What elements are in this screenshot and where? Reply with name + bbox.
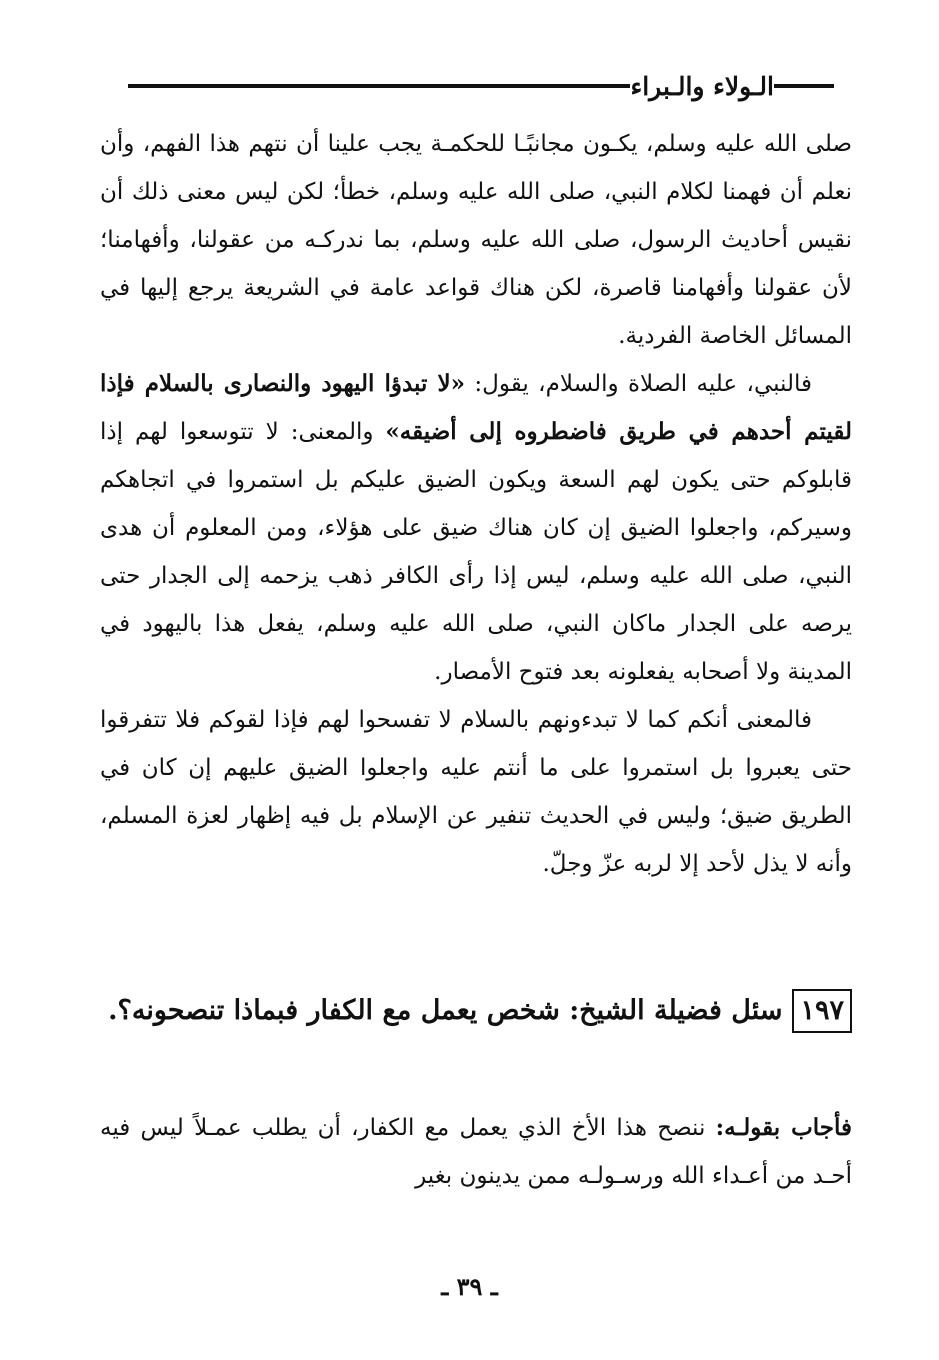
paragraph-3: فالمعنى أنكم كما لا تبدءونهم بالسلام لا تفسحوا لهم فإذا لقوكم فلا تتفرقوا حتى يعبروا بل استمروا على ما أنتم عليه واجعلوا الضيق عليهم إن كان في الطريق ضيق؛ وليس في الحديث تنفير عن الإسلام بل فيه إظهار لعزة المسلم، وأنه لا يذل لأحد إلا لربه عزّ وجلّ. [100,707,852,877]
question-number-box: ١٩٧ [792,989,852,1033]
question-text: سئل فضيلة الشيخ: شخص يعمل مع الكفار فبماذا تنصحونه؟. [108,995,783,1026]
main-text [100,120,852,888]
answer-lead: فأجاب بقولـه: [715,1114,852,1141]
paragraph-2 [100,360,852,696]
running-header [108,66,854,106]
header-rule-right [774,84,834,88]
answer-block [100,1104,852,1200]
header-rule-left [128,84,630,88]
page-number: ـ ٣٩ ـ [441,1272,498,1301]
hadith-quote: «لا تبدؤا اليهود والنصارى بالسلام فإذا لقيتم أحدهم في طريق فاضطروه إلى أضيقه» [100,370,852,445]
paragraph-1: صلى الله عليه وسلم، يكـون مجانبًـا للحكمـة يجب علينا أن نتهم هذا الفهم، وأن نعلم أن فهمنا لكلام النبي، صلى الله عليه وسلم، خطأ؛ لكن ليس معنى ذلك أن نقيس أحاديث الرسول، صلى الله عليه وسلم، بما ندركـه من عقولنا، وأفهامنا؛ لأن عقولنا وأفهامنا قاصرة، لكن هناك قواعد عامة في الشريعة يرجع إليها في المسائل الخاصة الفردية. [100,131,852,349]
answer-text: ننصح هذا الأخ الذي يعمل مع الكفار، أن يطلب عمـلاً ليس فيه أحـد من أعـداء الله ورسـولـه ممن يدينون بغير [100,1115,852,1189]
paragraph-2-intro: فالنبي، عليه الصلاة والسلام، يقول: [465,371,812,397]
paragraph-2-rest: والمعنى: لا تتوسعوا لهم إذا قابلوكم حتى يكون لهم السعة ويكون الضيق عليكم بل استمروا في اتجاهكم وسيركم، واجعلوا الضيق إن كان هناك ضيق على هؤلاء، ومن المعلوم أن هدى النبي، صلى الله عليه وسلم، ليس إذا رأى الكافر ذهب يزحمه إلى الجدار حتى يرصه على الجدار ماكان النبي، صلى الله عليه وسلم، يفعل هذا باليهود في المدينة ولا أصحابه يفعلونه بعد فتوح الأمصار. [100,419,852,685]
running-title: الـولاء والـبراء [630,71,774,101]
question-block [100,985,852,1037]
